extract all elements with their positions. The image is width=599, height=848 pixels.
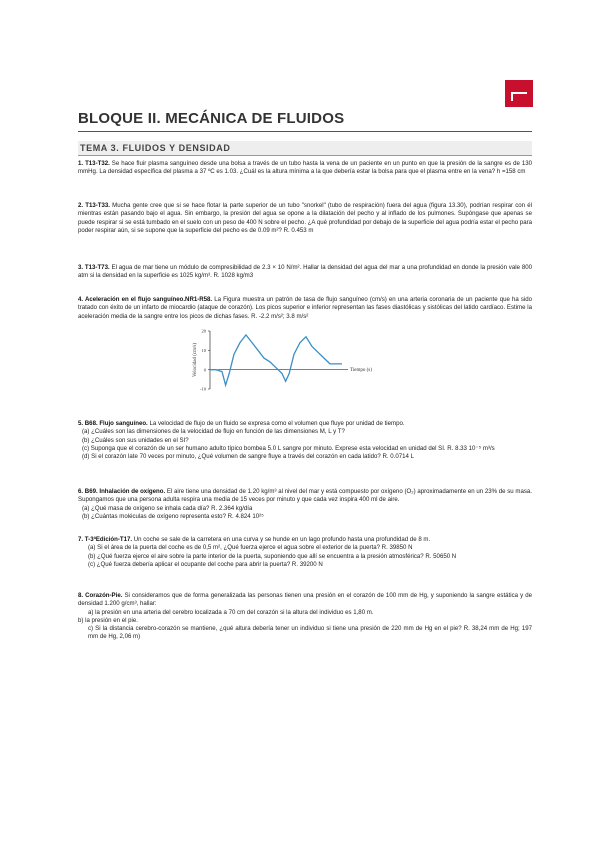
problem-3 (78, 264, 532, 281)
problem-8 (78, 592, 532, 642)
chart-y-tick-label: -10 (200, 386, 206, 392)
problem-6-a: (a) ¿Qué masa de oxígeno se inhala cada día? R. 2.364 kg/día (82, 504, 253, 512)
page-title: BLOQUE II. MECÁNICA DE FLUIDOS (78, 110, 345, 127)
chart-y-tick-label: 0 (203, 367, 206, 373)
chart-x-label: Tiempo (s) (350, 368, 372, 374)
chart-y-label: Velocidad (cm/s) (193, 342, 198, 378)
problem-7-c: (c) ¿Qué fuerza debería aplicar el ocupante del coche para abrir la puerta? R. 39200 N (88, 560, 323, 568)
problem-7-id: 7. T-3ªEdición-T17. (78, 536, 133, 543)
problem-8-a: a) la presión en una arteria del cerebro localizada a 70 cm del corazón si la altura del individuo es 1,80 m. (88, 608, 374, 616)
problem-1 (78, 160, 532, 177)
problem-7-intro: Un coche se sale de la carretera en una curva y se hunde en un lago profundo hasta una profundidad de 8 m. (133, 536, 431, 543)
problem-8-b: b) la presión en el pie. (78, 616, 138, 624)
problem-3-id: 3. T13-T73. (78, 264, 110, 271)
chart-series-line (210, 335, 342, 385)
problem-7 (78, 536, 532, 569)
problem-2 (78, 202, 532, 235)
problem-8-id: 8. Corazón-Pie. (78, 592, 123, 599)
problem-5-id: 5. B68. Flujo sanguíneo. (78, 420, 148, 427)
problem-5-d: (d) Si el corazón late 70 veces por minuto, ¿Qué volumen de sangre fluye a través del corazón en cada latido? R. 0.0714 L (82, 453, 414, 461)
problem-5-b: (b) ¿Cuáles son sus unidades en el SI? (82, 436, 189, 444)
problem-1-text: Se hace fluir plasma sanguíneo desde una bolsa a través de un tubo hasta la vena de un paciente en un punto en que la presión de la sangre es de 130 mmHg. La densidad específica del plasma a 37 ºC es 1.03. ¿Cuál es la altura mínima a la que debería estar la bolsa para que el plasma entre en la vena? h =158 cm (78, 160, 532, 176)
problem-6-intro: El aire tiene una densidad de 1.20 kg/m³ al nivel del mar y está compuesto por oxígeno (O₂) aproximadamente en un 23% de su masa. Supongamos que una persona adulta respira una media de 15 veces por minuto y que cada vez inspira 400 ml de aire. (78, 488, 532, 504)
chart-y-tick-label: 20 (201, 328, 206, 334)
problem-6-b: (b) ¿Cuántas moléculas de oxígeno representa esto? R. 4.824 10²⁵ (82, 512, 264, 520)
problem-1-id: 1. T13-T32. (78, 160, 110, 167)
problem-3-text: El agua de mar tiene un módulo de compresibilidad de 2.3 × 10 N/m². Hallar la densidad del agua del mar a una profundidad en donde la presión vale 800 atm si la densidad en la superficie es 1025 kg/m³. R. 1028 kg/m3 (78, 264, 532, 280)
title-rule (78, 131, 532, 132)
problem-8-c: c) Si la distancia cerebro-corazón se mantiene, ¿qué altura debería tener un individuo si tiene una presión de 220 mm de Hg en el pie? R. 38,24 mm de Hg; 197 mm de Hg, 2,06 m) (88, 625, 532, 641)
problem-4 (78, 296, 532, 321)
university-logo (505, 80, 533, 107)
problem-6-id: 6. B69. Inhalación de oxígeno. (78, 488, 166, 495)
problem-2-text: Mucha gente cree que si se hace flotar la parte superior de un tubo "snorkel" (tubo de respiración) fuera del agua (figura 13.30), podrían respirar con él mientras están pasando bajo el agua. Sin embargo, la presión del agua se opone a la dilatación del pecho y al inflado de los pulmones. Supóngase que apenas se puede respirar si se está tumbado en el suelo con un peso de 400 N sobre el pecho. ¿A qué profundidad por debajo de la superficie del agua podría estar el pecho para poder respirar aún, si se supone que la superficie del pecho es de 0.09 m²? R. 0.453 m (78, 202, 532, 234)
section-subtitle: TEMA 3. FLUIDOS Y DENSIDAD (78, 141, 532, 156)
problem-4-text: La Figura muestra un patrón de tasa de flujo sanguíneo (cm/s) en una arteria coronaria de un paciente que ha sido tratado con éxito de un infarto de miocardio (ataque de corazón). Los picos superior e inferior representan las fases diastólicas y sistólicas del latido cardíaco. Estime la aceleración media de la sangre entre los picos de dichas fases. R. -2.2 m/s²; 3.8 m/s² (78, 296, 532, 320)
problem-5 (78, 420, 532, 461)
problem-6 (78, 488, 532, 521)
problem-7-b: (b) ¿Qué fuerza ejerce el aire sobre la parte interior de la puerta, suponiendo que allí se encuentra a la presión atmosférica? R. 50650 N (88, 552, 457, 560)
blood-flow-chart (172, 325, 372, 405)
chart-y-tick-label: 10 (201, 347, 206, 353)
problem-7-a: (a) Si el área de la puerta del coche es de 0,5 m², ¿Qué fuerza ejerce el agua sobre el exterior de la puerta? R. 39850 N (88, 544, 413, 552)
problem-2-id: 2. T13-T33. (78, 202, 110, 209)
problem-4-id: 4. Aceleración en el flujo sanguíneo.NR1-R58. (78, 296, 213, 303)
problem-5-a: (a) ¿Cuáles son las dimensiones de la velocidad de flujo en función de las dimensiones M, L y T? (82, 428, 345, 436)
problem-8-intro: Si consideramos que de forma generalizada las personas tienen una presión en el corazón de 100 mm de Hg, y suponiendo la sangre estática y de densidad 1.200 g/cm³, hallar: (78, 592, 532, 608)
problem-5-c: (c) Suponga que el corazón de un ser humano adulto típico bombea 5.0 L sangre por minuto. Exprese esta velocidad en unidad del SI. R. 8.33 10⁻⁵ m³/s (82, 444, 495, 452)
problem-5-intro: La velocidad de flujo de un fluido se expresa como el volumen que fluye por unidad de tiempo. (149, 420, 405, 427)
